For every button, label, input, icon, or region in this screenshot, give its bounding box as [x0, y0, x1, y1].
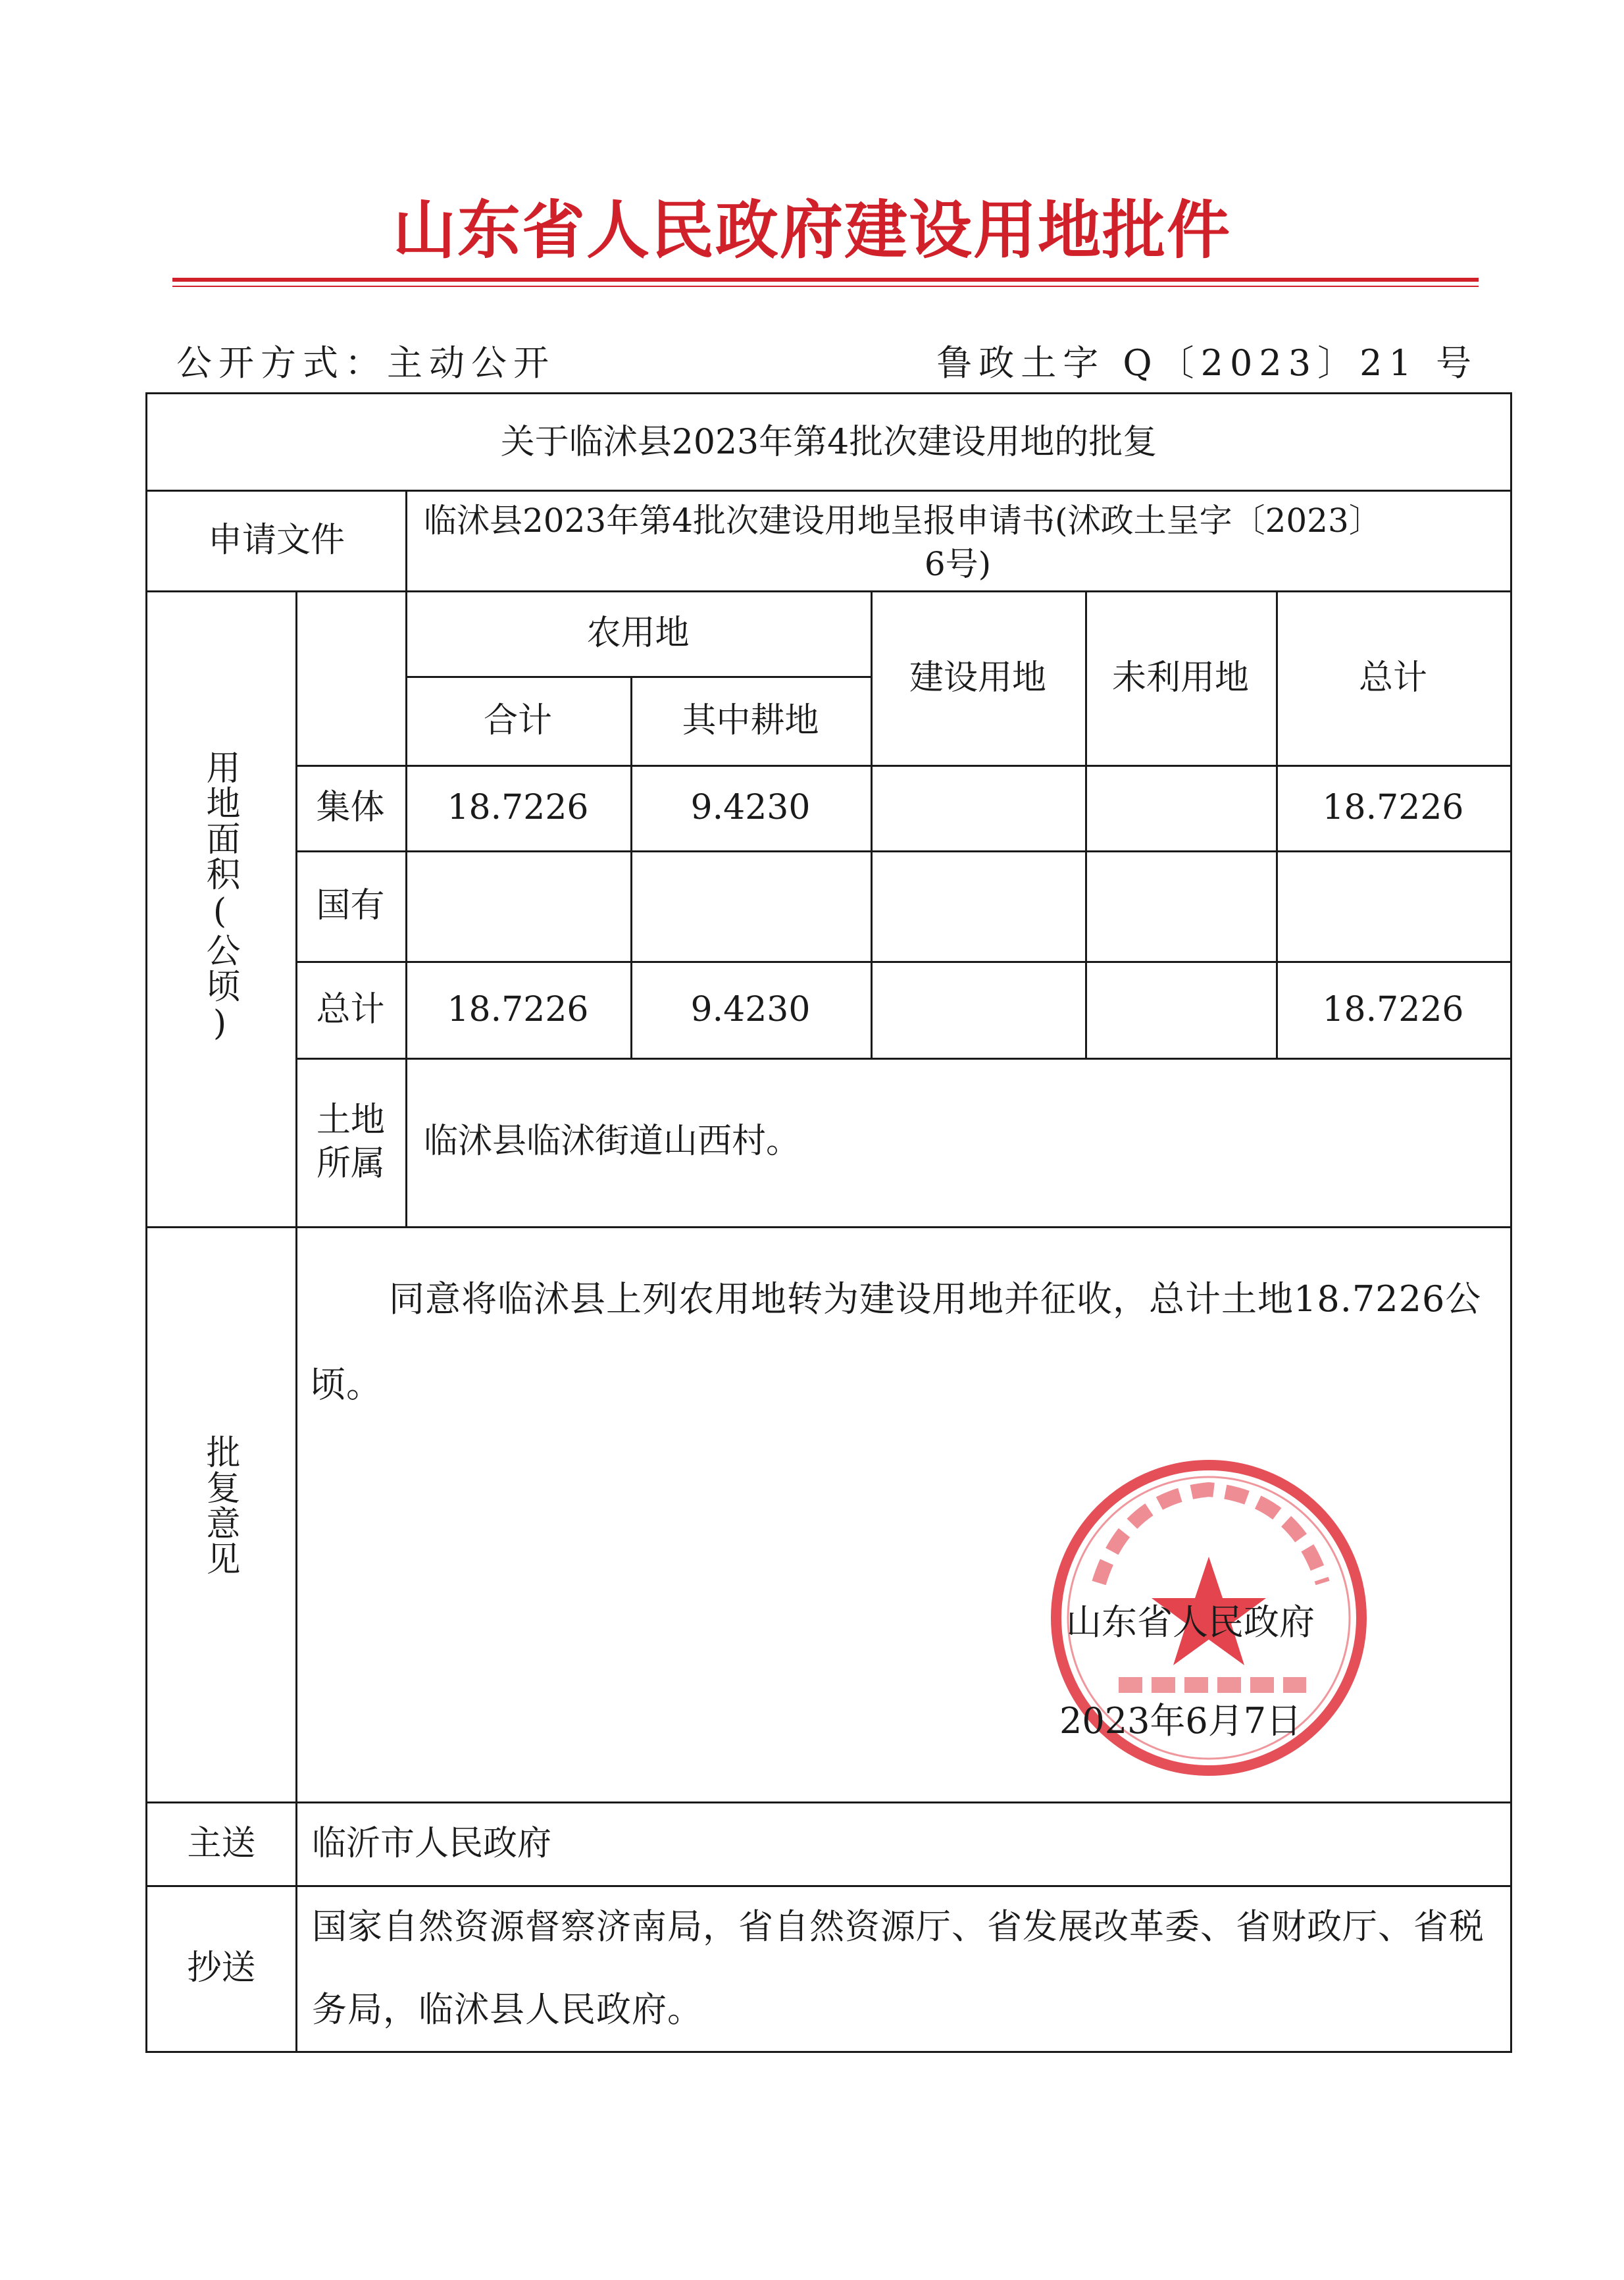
- cell-collective-cultivated: 9.4230: [690, 788, 811, 827]
- approval-label: 批复意见: [200, 1434, 240, 1576]
- row-divider: [295, 1058, 1510, 1060]
- cc-label: 抄送: [187, 1948, 256, 1988]
- header-unused: 未利用地: [1111, 658, 1249, 698]
- cell-total-agri-total: 18.7226: [447, 989, 589, 1029]
- document-title: 山东省人民政府建设用地批件: [393, 194, 1231, 267]
- cell-state-total: [1276, 850, 1510, 961]
- cell-total-cultivated: 9.4230: [690, 989, 811, 1029]
- ownership-text: 临沭县临沭街道山西村。: [424, 1122, 801, 1161]
- cell-total-unused: [1085, 961, 1276, 1058]
- row-label-total: 总计: [316, 989, 385, 1029]
- cell-total-construction: [871, 961, 1085, 1058]
- document-number: 鲁政土字 Q〔2023〕21 号: [936, 342, 1478, 384]
- approval-form-table: [145, 392, 1512, 2053]
- cell-state-agri-total: [405, 850, 630, 961]
- cell-collective-construction: [871, 765, 1085, 850]
- header-construction: 建设用地: [909, 658, 1046, 698]
- row-label-collective: 集体: [316, 788, 385, 827]
- cc-text: 国家自然资源督察济南局，省自然资源厅、省发展改革委、省财政厅、省税务局，临沭县人民政府。: [312, 1907, 1484, 2030]
- cell-state-cultivated: [630, 850, 871, 961]
- approval-date: 2023年6月7日: [1059, 1700, 1302, 1742]
- header-agricultural: 农用地: [586, 613, 690, 653]
- signer-name: 山东省人民政府: [1066, 1601, 1315, 1643]
- row-label-state: 国有: [316, 886, 385, 925]
- application-text-line1: 临沭县2023年第4批次建设用地呈报申请书(沭政土呈字〔2023〕: [424, 502, 1382, 540]
- subject-title: 关于临沭县2023年第4批次建设用地的批复: [500, 422, 1157, 462]
- disclosure-method: 公开方式：主动公开: [176, 342, 555, 384]
- cell-state-unused: [1085, 850, 1276, 961]
- cell-collective-total: 18.7226: [1322, 788, 1464, 827]
- cell-collective-agri-total: 18.7226: [447, 788, 589, 827]
- title-rule-thick: [172, 278, 1479, 282]
- land-area-section-label: 用地面积(公顷): [200, 750, 240, 1045]
- main-recipient-label: 主送: [187, 1823, 256, 1863]
- header-agri-total: 合计: [483, 700, 552, 740]
- header-total: 总计: [1358, 658, 1427, 698]
- application-label: 申请文件: [207, 520, 345, 560]
- row-divider: [147, 1226, 1510, 1228]
- main-recipient-text: 临沂市人民政府: [312, 1824, 552, 1863]
- application-text-line2: 6号): [924, 545, 992, 583]
- title-rule-thin: [172, 286, 1479, 287]
- ownership-label: 土地所属: [316, 1101, 385, 1183]
- row-divider: [147, 1801, 1510, 1803]
- cell-collective-unused: [1085, 765, 1276, 850]
- cell-total-total: 18.7226: [1322, 989, 1464, 1029]
- cell-state-construction: [871, 850, 1085, 961]
- approval-text: 同意将临沭县上列农用地转为建设用地并征收，总计土地18.7226公顷。: [310, 1278, 1482, 1405]
- header-cultivated: 其中耕地: [682, 700, 819, 740]
